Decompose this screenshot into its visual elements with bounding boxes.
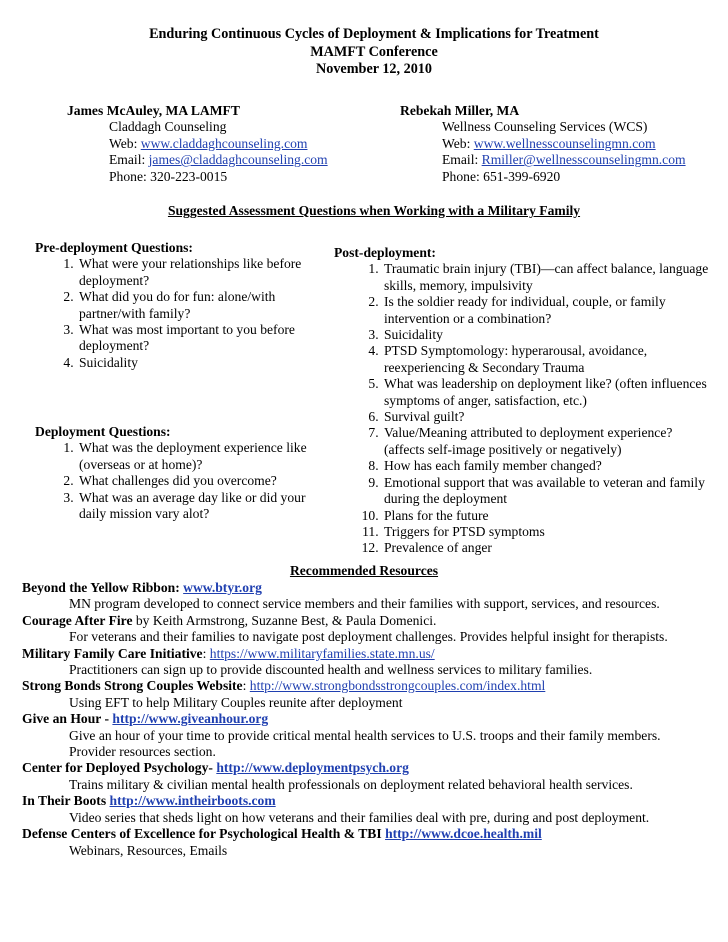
list-item: 1. What were your relationships like before deployment? [77, 256, 325, 289]
web-link[interactable]: www.wellnesscounselingmn.com [473, 135, 656, 151]
list-item: 3. What was most important to you before deployment? [77, 322, 325, 355]
presenter-email: Email: james@claddaghcounseling.com [109, 152, 328, 168]
resource-title: Center for Deployed Psychology- [22, 760, 217, 776]
email-link[interactable]: Rmiller@wellnesscounselingmn.com [481, 152, 686, 168]
presenter-contact-miller [400, 103, 686, 185]
list-item: 11. Triggers for PTSD symptoms [382, 524, 714, 540]
resource-description: Give an hour of your time to provide critical mental health services to U.S. troops and their family members. [69, 727, 661, 743]
resource-description: MN program developed to connect service members and their families with support, services, and resources. [69, 596, 660, 612]
resource-link[interactable]: http://www.giveanhour.org [112, 711, 269, 727]
presenter-web: Web: www.wellnesscounselingmn.com [442, 135, 656, 151]
presenter-name: Rebekah Miller, MA [400, 103, 520, 118]
resource-item [22, 826, 722, 859]
resource-title: Strong Bonds Strong Couples Website [22, 678, 243, 694]
list-item: 10. Plans for the future [382, 508, 714, 524]
pre-deployment-heading: Pre-deployment Questions: [35, 240, 193, 255]
list-item: 4. PTSD Symptomology: hyperarousal, avoidance, reexperiencing & Secondary Trauma [382, 343, 714, 376]
resource-description: For veterans and their families to navigate post deployment challenges. Provides helpful insight for therapists. [69, 629, 668, 645]
resource-item: Courage After Fire by Keith Armstrong, Suzanne Best, & Paula Domenici. For veterans and their families to navigate post deployment challenges. Provides helpful insight for therapists. [22, 613, 722, 646]
resource-title: In Their Boots [22, 793, 110, 809]
list-item: 1. What was the deployment experience like (overseas or at home)? [77, 440, 325, 473]
resource-title: Give an Hour - [22, 711, 113, 727]
list-item: 2. What did you do for fun: alone/with partner/with family? [77, 289, 325, 322]
deployment-heading: Deployment Questions: [35, 424, 171, 439]
presenter-email: Email: Rmiller@wellnesscounselingmn.com [442, 152, 686, 168]
resource-link[interactable]: http://www.intheirboots.com [109, 793, 276, 809]
post-deployment-questions [334, 245, 714, 557]
post-deployment-heading: Post-deployment: [334, 245, 436, 260]
list-item: 4. Suicidality [77, 355, 325, 371]
document-title [0, 26, 728, 79]
resource-link[interactable]: https://www.militaryfamilies.state.mn.us/ [209, 645, 435, 661]
title-line-3: November 12, 2010 [316, 61, 432, 78]
title-line-1: Enduring Continuous Cycles of Deployment & Implications for Treatment [149, 26, 599, 42]
resource-description: Webinars, Resources, Emails [69, 842, 228, 858]
resource-item [22, 760, 722, 793]
resource-item: Strong Bonds Strong Couples Website: http://www.strongbondsstrongcouples.com/index.html Using EFT to help Military Couples reunite after deployment [22, 678, 722, 711]
resource-title: Beyond the Yellow Ribbon: [22, 580, 184, 595]
resource-link[interactable]: http://www.strongbondsstrongcouples.com/index.html [249, 678, 546, 694]
resources-heading: Recommended Resources [289, 563, 439, 578]
presenter-phone: Phone: 651-399-6920 [442, 168, 561, 184]
list-item: 7. Value/Meaning attributed to deployment experience? (affects self-image positively or negatively) [382, 425, 714, 458]
list-item: 12. Prevalence of anger [382, 540, 714, 556]
presenter-name: James McAuley, MA LAMFT [67, 103, 240, 118]
list-item: 2. Is the soldier ready for individual, couple, or family intervention or a combination? [382, 294, 714, 327]
presenter-phone: Phone: 320-223-0015 [109, 168, 228, 184]
resource-description: Using EFT to help Military Couples reunite after deployment [69, 694, 403, 710]
presenter-web: Web: www.claddaghcounseling.com [109, 135, 308, 151]
assessment-heading: Suggested Assessment Questions when Working with a Military Family [167, 203, 581, 218]
list-item: 9. Emotional support that was available to veteran and family during the deployment [382, 475, 714, 508]
resource-item: Military Family Care Initiative: https://www.militaryfamilies.state.mn.us/ Practitioners can sign up to provide discounted health and wellness services to military families. [22, 646, 722, 679]
resource-description: Video series that sheds light on how veterans and their families deal with pre, during and post deployment. [69, 809, 650, 825]
list-item: 3. What was an average day like or did your daily mission vary alot? [77, 490, 325, 523]
resource-title: Courage After Fire [22, 612, 133, 628]
deployment-questions [35, 424, 325, 522]
list-item: 5. What was leadership on deployment like? (often influences symptoms of anger, satisfaction, etc.) [382, 376, 714, 409]
list-item: 1. Traumatic brain injury (TBI)—can affect balance, language skills, memory, impulsivity [382, 261, 714, 294]
resource-item [22, 793, 722, 826]
email-link[interactable]: james@claddaghcounseling.com [148, 152, 328, 168]
resource-description: Practitioners can sign up to provide discounted health and wellness services to military families. [69, 662, 593, 678]
presenter-contact-mcauley [67, 103, 328, 185]
presenter-org: Wellness Counseling Services (WCS) [442, 119, 648, 135]
list-item: 3. Suicidality [382, 327, 714, 343]
resource-link[interactable]: www.btyr.org [183, 580, 262, 595]
resource-item [22, 711, 722, 760]
resource-link[interactable]: http://www.deploymentpsych.org [216, 760, 409, 776]
resource-item [22, 580, 722, 613]
resource-link[interactable]: http://www.dcoe.health.mil [385, 826, 542, 842]
presenter-org: Claddagh Counseling [109, 119, 227, 135]
list-item: 2. What challenges did you overcome? [77, 473, 325, 489]
resources-list [22, 580, 722, 859]
list-item: 8. How has each family member changed? [382, 458, 714, 474]
list-item: 6. Survival guilt? [382, 409, 714, 425]
web-link[interactable]: www.claddaghcounseling.com [140, 135, 308, 151]
title-line-2: MAMFT Conference [310, 43, 438, 60]
resource-description: Trains military & civilian mental health professionals on deployment related behavioral health services. [69, 776, 633, 792]
resource-description: Provider resources section. [69, 744, 216, 760]
resource-title: Military Family Care Initiative [22, 645, 203, 661]
pre-deployment-questions [35, 240, 325, 371]
resource-title: Defense Centers of Excellence for Psychological Health & TBI [22, 826, 386, 842]
